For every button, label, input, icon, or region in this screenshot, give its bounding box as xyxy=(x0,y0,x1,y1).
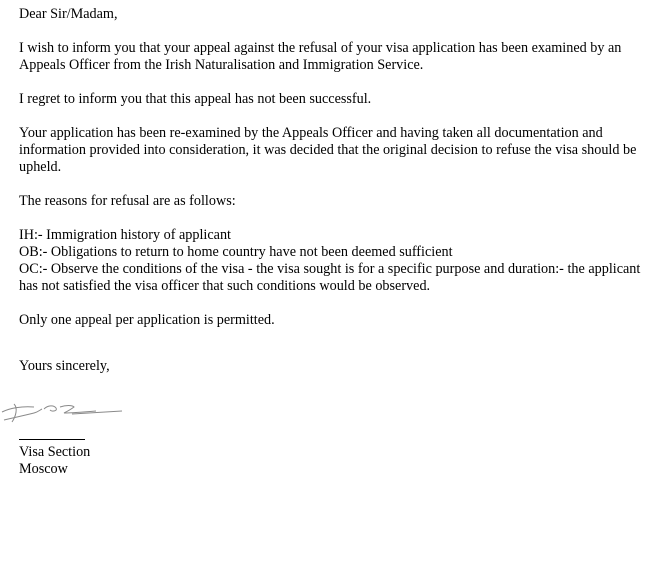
paragraph-not-successful: I regret to inform you that this appeal has not been successful. xyxy=(19,91,372,107)
letter-body xyxy=(19,6,645,375)
final-note: Only one appeal per application is permitted. xyxy=(19,312,275,328)
paragraph-reasons-intro: The reasons for refusal are as follows: xyxy=(19,193,236,209)
closing: Yours sincerely, xyxy=(19,358,110,374)
signature-line xyxy=(19,439,85,440)
reasons-list xyxy=(19,227,645,295)
reason-item-ob: OB:- Obligations to return to home country have not been deemed sufficient xyxy=(19,244,453,260)
reason-item-ih: IH:- Immigration history of applicant xyxy=(19,227,231,243)
salutation: Dear Sir/Madam, xyxy=(19,6,118,22)
paragraph-re-examined: Your application has been re-examined by the Appeals Officer and having taken all documentation and information provided into consideration, it was decided that the original decision to refuse the visa should be upheld. xyxy=(19,125,637,175)
sender-city: Moscow xyxy=(19,461,68,477)
paragraph-appeal-examined: I wish to inform you that your appeal against the refusal of your visa application has been examined by an Appeals Officer from the Irish Naturalisation and Immigration Service. xyxy=(19,40,622,73)
sender-block xyxy=(19,444,90,478)
sender-department: Visa Section xyxy=(19,444,91,460)
reason-item-oc: OC:- Observe the conditions of the visa - the visa sought is for a specific purpose and duration:- the applicant has not satisfied the visa officer that such conditions would be observed. xyxy=(19,261,641,294)
handwritten-signature-icon xyxy=(0,398,130,426)
